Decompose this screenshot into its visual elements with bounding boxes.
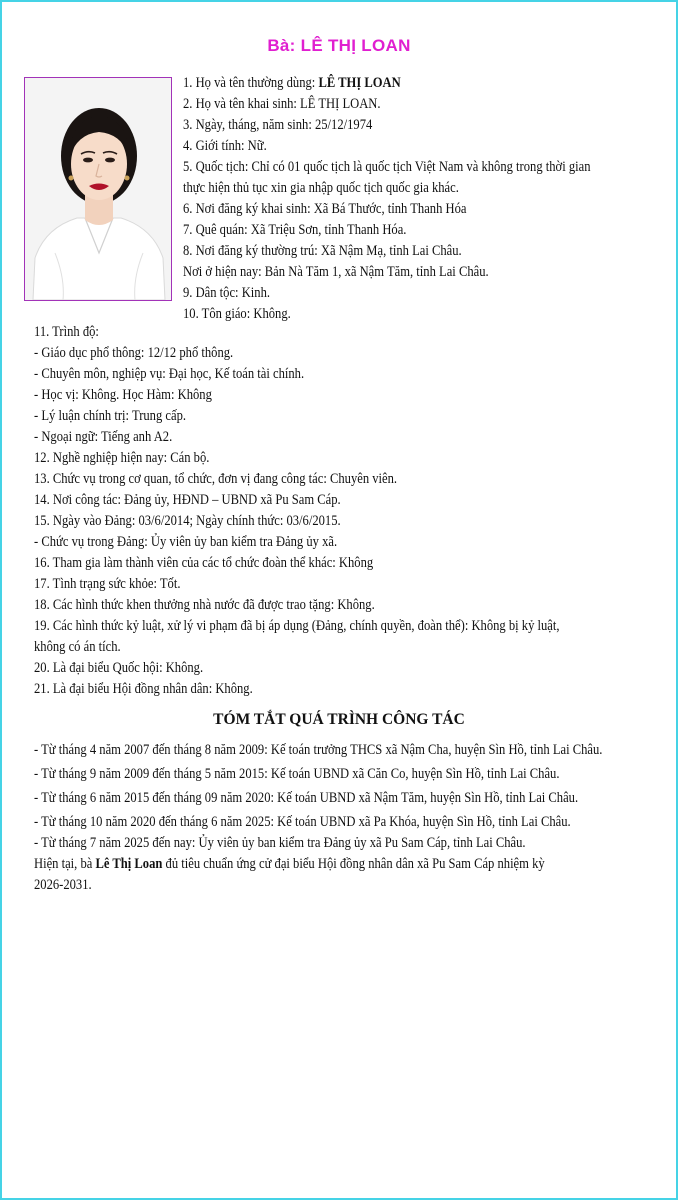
info-line: 4. Giới tính: Nữ. <box>183 138 267 154</box>
detail-line: 11. Trình độ: <box>34 324 99 340</box>
career-history <box>34 740 602 896</box>
detail-line: 21. Là đại biểu Hội đồng nhân dân: Không. <box>34 681 253 697</box>
detail-line: 17. Tình trạng sức khỏe: Tốt. <box>34 576 181 592</box>
detail-line: - Chức vụ trong Đảng: Ủy viên ủy ban kiểm tra Đảng ủy xã. <box>34 534 338 550</box>
career-line: - Từ tháng 9 năm 2009 đến tháng 5 năm 2015: Kế toán UBND xã Căn Co, huyện Sìn Hồ, tỉnh Lai Châu. <box>34 766 560 782</box>
info-line: 5. Quốc tịch: Chỉ có 01 quốc tịch là quốc tịch Việt Nam và không trong thời gian <box>183 159 591 175</box>
personal-info <box>183 73 590 325</box>
conclusion-text: Hiện tại, bà <box>34 856 96 872</box>
detail-line: - Học vị: Không. Học Hàm: Không <box>34 387 212 403</box>
info-line: 2. Họ và tên khai sinh: LÊ THỊ LOAN. <box>183 96 381 112</box>
info-text: 1. Họ và tên thường dùng: <box>183 75 319 91</box>
detail-line: - Chuyên môn, nghiệp vụ: Đại học, Kế toán tài chính. <box>34 366 305 382</box>
info-bold: LÊ THỊ LOAN <box>318 75 401 91</box>
info-line: 6. Nơi đăng ký khai sinh: Xã Bá Thước, tỉnh Thanh Hóa <box>183 201 467 217</box>
detail-line: - Giáo dục phổ thông: 12/12 phổ thông. <box>34 345 234 361</box>
career-line: - Từ tháng 10 năm 2020 đến tháng 6 năm 2025: Kế toán UBND xã Pa Khóa, huyện Sìn Hồ, tỉnh Lai Châu. <box>34 814 571 830</box>
detail-line: không có án tích. <box>34 639 121 655</box>
info-line: 9. Dân tộc: Kinh. <box>183 285 271 301</box>
detail-line: 12. Nghề nghiệp hiện nay: Cán bộ. <box>34 450 210 466</box>
info-line: thực hiện thủ tục xin gia nhập quốc tịch quốc gia khác. <box>183 180 459 196</box>
detail-line: 13. Chức vụ trong cơ quan, tổ chức, đơn vị đang công tác: Chuyên viên. <box>34 471 398 487</box>
career-line: - Từ tháng 7 năm 2025 đến nay: Ủy viên ủy ban kiểm tra Đảng ủy xã Pu Sam Cáp, tỉnh Lai Châu. <box>34 835 526 851</box>
info-line <box>183 73 590 94</box>
info-line: 10. Tôn giáo: Không. <box>183 306 291 322</box>
detail-line: - Lý luận chính trị: Trung cấp. <box>34 408 187 424</box>
info-line: 8. Nơi đăng ký thường trú: Xã Nậm Mạ, tỉnh Lai Châu. <box>183 243 462 259</box>
career-line: - Từ tháng 4 năm 2007 đến tháng 8 năm 2009: Kế toán trưởng THCS xã Nậm Cha, huyện Sìn Hồ, tỉnh Lai Châu. <box>34 742 603 758</box>
candidate-portrait <box>24 77 172 301</box>
detail-line: 16. Tham gia làm thành viên của các tổ chức đoàn thể khác: Không <box>34 555 374 571</box>
details-list <box>34 322 560 700</box>
conclusion-line: 2026-2031. <box>34 877 92 893</box>
detail-line: 15. Ngày vào Đảng: 03/6/2014; Ngày chính thức: 03/6/2015. <box>34 513 341 529</box>
candidate-name: Lê Thị Loan <box>95 856 163 872</box>
info-line: 3. Ngày, tháng, năm sinh: 25/12/1974 <box>183 117 373 133</box>
detail-line: 20. Là đại biểu Quốc hội: Không. <box>34 660 204 676</box>
detail-line: 19. Các hình thức kỷ luật, xử lý vi phạm đã bị áp dụng (Đảng, chính quyền, đoàn thể): Không bị kỷ luật, <box>34 618 560 634</box>
career-line: - Từ tháng 6 năm 2015 đến tháng 09 năm 2020: Kế toán UBND xã Nậm Tăm, huyện Sìn Hồ, tỉnh Lai Châu. <box>34 790 579 806</box>
summary-heading: TÓM TẮT QUÁ TRÌNH CÔNG TÁC <box>213 711 465 728</box>
detail-line: - Ngoại ngữ: Tiếng anh A2. <box>34 429 173 445</box>
detail-line: 14. Nơi công tác: Đảng ủy, HĐND – UBND xã Pu Sam Cáp. <box>34 492 341 508</box>
info-line: Nơi ở hiện nay: Bản Nà Tăm 1, xã Nậm Tăm, tỉnh Lai Châu. <box>183 264 489 280</box>
conclusion-line <box>34 854 602 875</box>
detail-line: 18. Các hình thức khen thưởng nhà nước đã được trao tặng: Không. <box>34 597 375 613</box>
info-line: 7. Quê quán: Xã Triệu Sơn, tỉnh Thanh Hóa. <box>183 222 407 238</box>
page-title: Bà: LÊ THỊ LOAN <box>267 36 411 55</box>
conclusion-text: đủ tiêu chuẩn ứng cử đại biểu Hội đồng nhân dân xã Pu Sam Cáp nhiệm kỳ <box>162 856 545 872</box>
